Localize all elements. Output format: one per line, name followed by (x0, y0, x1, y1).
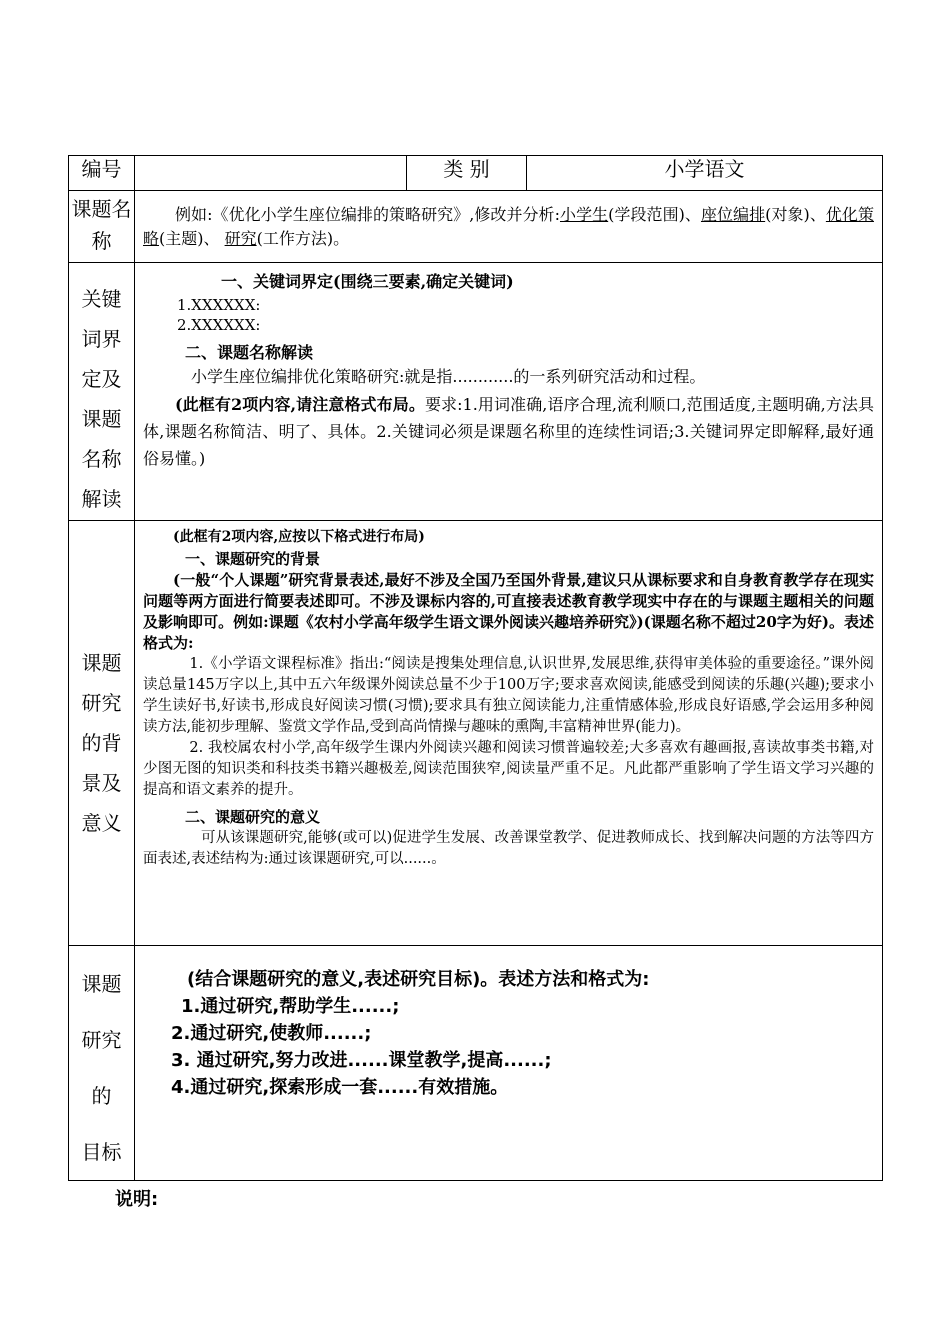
background-heading: 一、课题研究的背景 (185, 550, 321, 568)
number-value-field[interactable] (135, 156, 407, 191)
background-cell (135, 521, 883, 946)
goals-cell (135, 946, 883, 1181)
keyword-item-1: 1.XXXXXX: (177, 296, 261, 314)
category-value: 小学语文 (527, 156, 883, 191)
topic-example: 例如:《优化小学生座位编排的策略研究》,修改并分析:小学生(学段范围)、座位编排(对象)、优化策略(主题)、 研究(工作方法)。 (143, 205, 874, 248)
interpretation-heading: 二、课题名称解读 (185, 343, 314, 362)
background-guide: (一般“个人课题”研究背景表述,最好不涉及全国乃至国外背景,建议只从课标要求和自身教育教学存在现实问题等两方面进行简要表述即可。不涉及课标内容的,可直接表述教育教学现实中存在的与课题主题相关的问题及影响即可。例如:课题《农村小学高年级学生语文课外阅读兴趣培养研究》)(课题名称不超过20字为好)。表述格式为: (143, 571, 874, 652)
background-label: 课题 研究 的背 景及 意义 (69, 521, 135, 946)
keywords-heading: 一、关键词界定(围绕三要素,确定关键词) (221, 272, 514, 291)
topic-label: 课题名称 (69, 191, 135, 263)
goals-label: 课题 研究 的 目标 (69, 946, 135, 1181)
interpretation-text: 小学生座位编排优化策略研究:就是指............的一系列研究活动和过程。 (191, 367, 706, 386)
goal-item-2: 2.通过研究,使教师......; (171, 1023, 372, 1044)
keywords-cell (135, 263, 883, 521)
background-point-2: 2. 我校属农村小学,高年级学生课内外阅读兴趣和阅读习惯普遍较差;大多喜欢有趣画报,喜读故事类书籍,对少图无图的知识类和科技类书籍兴趣极差,阅读范围狭窄,阅读量严重不足。凡此都严重影响了学生语文学习兴趣的提高和语文素养的提升。 (143, 740, 874, 798)
background-point-1: 1.《小学语文课程标准》指出:“阅读是搜集处理信息,认识世界,发展思维,获得审美体验的重要途径。”课外阅读总量145万字以上,其中五六年级课外阅读总量不少于100万字;要求喜欢阅读,能感受到阅读的乐趣(兴趣);要求小学生读好书,好读书,形成良好阅读习惯(习惯);要求具有独立阅读能力,注重情感体验,形成良好语感,学会运用多种阅读方法,能初步理解、鉴赏文学作品,受到高尚情操与趣味的熏陶,丰富精神世界(能力)。 (143, 656, 874, 735)
goals-intro: (结合课题研究的意义,表述研究目标)。表述方法和格式为: (187, 969, 650, 990)
goal-item-1: 1.通过研究,帮助学生......; (181, 996, 400, 1017)
goal-item-3: 3. 通过研究,努力改进......课堂教学,提高......; (171, 1050, 552, 1071)
research-form-table (68, 155, 883, 1181)
footer-note: 说明: (115, 1189, 159, 1210)
background-format-note: (此框有2项内容,应按以下格式进行布局) (173, 529, 425, 545)
significance-heading: 二、课题研究的意义 (185, 808, 321, 826)
topic-cell (135, 191, 883, 263)
keywords-requirements: (此框有2项内容,请注意格式布局。要求:1.用词准确,语序合理,流利顺口,范围适度,主题明确,方法具体,课题名称简洁、明了、具体。2.关键词必须是课题名称里的连续性词语;3.关键词界定即解释,最好通俗易懂。) (143, 395, 874, 468)
goal-item-4: 4.通过研究,探索形成一套......有效措施。 (171, 1077, 509, 1098)
number-label: 编号 (69, 156, 135, 191)
keywords-label: 关键 词界 定及 课题 名称 解读 (69, 263, 135, 521)
category-label: 类 别 (407, 156, 527, 191)
significance-text: 可从该课题研究,能够(或可以)促进学生发展、改善课堂教学、促进教师成长、找到解决问题的方法等四方面表述,表述结构为:通过该课题研究,可以......。 (143, 830, 874, 867)
keyword-item-2: 2.XXXXXX: (177, 316, 261, 334)
